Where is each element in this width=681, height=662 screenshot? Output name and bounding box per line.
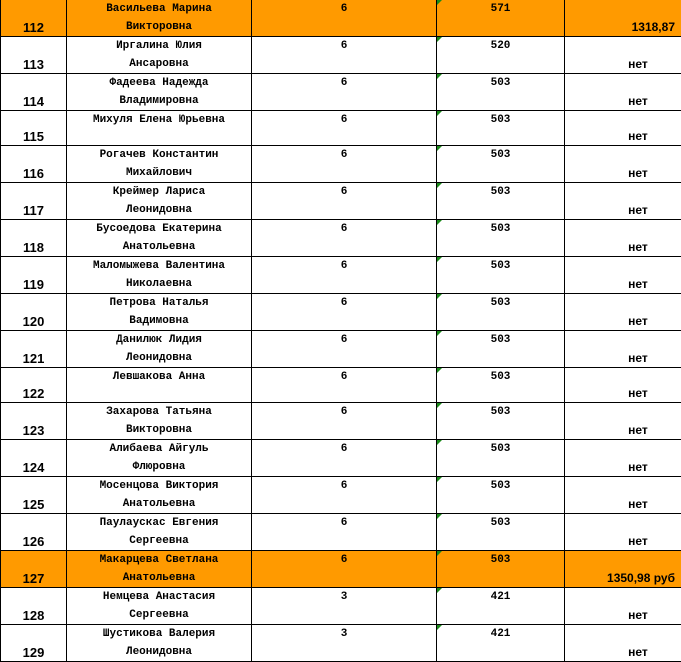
row-number: 115 bbox=[1, 128, 66, 145]
name-line-2: Владимировна bbox=[67, 92, 251, 110]
category-value: 6 bbox=[252, 183, 436, 201]
category-value: 6 bbox=[252, 0, 436, 18]
name-line-2: Флюровна bbox=[67, 458, 251, 476]
score-value: 503 bbox=[437, 403, 564, 421]
cell-row-number[interactable] bbox=[1, 368, 67, 403]
payment-value: нет bbox=[595, 239, 681, 256]
name-line-1: Рогачев Константин bbox=[67, 146, 251, 164]
name-line-1: Алибаева Айгуль bbox=[67, 440, 251, 458]
category-value: 6 bbox=[252, 403, 436, 421]
cell-score[interactable] bbox=[437, 551, 565, 588]
cell-row-number[interactable] bbox=[1, 146, 67, 183]
category-value: 6 bbox=[252, 477, 436, 495]
cell-row-number[interactable] bbox=[1, 111, 67, 146]
cell-full-name[interactable] bbox=[67, 331, 252, 368]
name-line-2: Вадимовна bbox=[67, 312, 251, 330]
score-value: 503 bbox=[437, 183, 564, 201]
name-line-2: Ансаровна bbox=[67, 55, 251, 73]
cell-score[interactable] bbox=[437, 588, 565, 625]
score-value: 421 bbox=[437, 625, 564, 643]
row-number: 125 bbox=[1, 496, 66, 513]
cell-row-number[interactable] bbox=[1, 220, 67, 257]
name-line-1: Фадеева Надежда bbox=[67, 74, 251, 92]
cell-comment-marker-icon bbox=[437, 74, 442, 79]
cell-row-number[interactable] bbox=[1, 37, 67, 74]
cell-payment[interactable] bbox=[565, 220, 681, 257]
cell-payment[interactable] bbox=[565, 146, 681, 183]
score-value: 503 bbox=[437, 294, 564, 312]
score-value: 503 bbox=[437, 146, 564, 164]
name-line-1: Креймер Лариса bbox=[67, 183, 251, 201]
row-number: 128 bbox=[1, 607, 66, 624]
cell-payment[interactable] bbox=[565, 368, 681, 403]
row-number: 112 bbox=[1, 19, 66, 36]
score-value: 503 bbox=[437, 551, 564, 569]
category-value: 6 bbox=[252, 294, 436, 312]
row-number: 113 bbox=[1, 56, 66, 73]
cell-payment[interactable] bbox=[565, 183, 681, 220]
row-number: 114 bbox=[1, 93, 66, 110]
cell-comment-marker-icon bbox=[437, 477, 442, 482]
category-value: 6 bbox=[252, 37, 436, 55]
cell-category[interactable] bbox=[252, 551, 437, 588]
table-row bbox=[1, 257, 681, 294]
score-value: 503 bbox=[437, 220, 564, 238]
table-row bbox=[1, 403, 681, 440]
cell-payment[interactable] bbox=[565, 257, 681, 294]
cell-score[interactable] bbox=[437, 220, 565, 257]
table-body bbox=[1, 0, 681, 662]
payment-value: 1318,87 bbox=[565, 19, 675, 36]
cell-comment-marker-icon bbox=[437, 368, 442, 373]
cell-score[interactable] bbox=[437, 37, 565, 74]
cell-full-name[interactable] bbox=[67, 111, 252, 146]
cell-full-name[interactable] bbox=[67, 588, 252, 625]
cell-full-name[interactable] bbox=[67, 551, 252, 588]
score-value: 503 bbox=[437, 74, 564, 92]
cell-comment-marker-icon bbox=[437, 37, 442, 42]
name-line-1: Маломыжева Валентина bbox=[67, 257, 251, 275]
cell-comment-marker-icon bbox=[437, 440, 442, 445]
cell-score[interactable] bbox=[437, 403, 565, 440]
table-row bbox=[1, 551, 681, 588]
payment-value: нет bbox=[595, 276, 681, 293]
cell-row-number[interactable] bbox=[1, 625, 67, 662]
row-number: 123 bbox=[1, 422, 66, 439]
name-line-2: Анатольевна bbox=[67, 495, 251, 513]
cell-score[interactable] bbox=[437, 0, 565, 37]
cell-comment-marker-icon bbox=[437, 403, 442, 408]
cell-row-number[interactable] bbox=[1, 403, 67, 440]
name-line-1: Бусоедова Екатерина bbox=[67, 220, 251, 238]
cell-payment[interactable] bbox=[565, 111, 681, 146]
cell-payment[interactable] bbox=[565, 551, 681, 588]
cell-score[interactable] bbox=[437, 331, 565, 368]
cell-score[interactable] bbox=[437, 625, 565, 662]
cell-payment[interactable] bbox=[565, 588, 681, 625]
cell-comment-marker-icon bbox=[437, 331, 442, 336]
cell-comment-marker-icon bbox=[437, 294, 442, 299]
category-value: 6 bbox=[252, 74, 436, 92]
category-value: 3 bbox=[252, 588, 436, 606]
cell-category[interactable] bbox=[252, 220, 437, 257]
payment-value: нет bbox=[595, 422, 681, 439]
name-line-1: Мосенцова Виктория bbox=[67, 477, 251, 495]
cell-comment-marker-icon bbox=[437, 551, 442, 556]
cell-score[interactable] bbox=[437, 183, 565, 220]
payment-value: нет bbox=[595, 56, 681, 73]
cell-payment[interactable] bbox=[565, 625, 681, 662]
cell-row-number[interactable] bbox=[1, 440, 67, 477]
table-row bbox=[1, 514, 681, 551]
row-number: 127 bbox=[1, 570, 66, 587]
score-value: 503 bbox=[437, 477, 564, 495]
table-row bbox=[1, 477, 681, 514]
payment-value: нет bbox=[595, 202, 681, 219]
cell-category[interactable] bbox=[252, 37, 437, 74]
score-value: 503 bbox=[437, 440, 564, 458]
cell-payment[interactable] bbox=[565, 514, 681, 551]
name-line-2: Сергеевна bbox=[67, 606, 251, 624]
cell-row-number[interactable] bbox=[1, 294, 67, 331]
cell-row-number[interactable] bbox=[1, 183, 67, 220]
cell-category[interactable] bbox=[252, 111, 437, 146]
row-number: 118 bbox=[1, 239, 66, 256]
table-row bbox=[1, 37, 681, 74]
cell-category[interactable] bbox=[252, 440, 437, 477]
row-number: 116 bbox=[1, 165, 66, 182]
cell-comment-marker-icon bbox=[437, 146, 442, 151]
table-row bbox=[1, 625, 681, 662]
name-line-2: Николаевна bbox=[67, 275, 251, 293]
cell-comment-marker-icon bbox=[437, 514, 442, 519]
payment-value: нет bbox=[595, 644, 681, 661]
name-line-2: Леонидовна bbox=[67, 201, 251, 219]
cell-full-name[interactable] bbox=[67, 183, 252, 220]
cell-row-number[interactable] bbox=[1, 331, 67, 368]
cell-comment-marker-icon bbox=[437, 588, 442, 593]
name-line-1: Иргалина Юлия bbox=[67, 37, 251, 55]
cell-comment-marker-icon bbox=[437, 0, 442, 5]
cell-score[interactable] bbox=[437, 111, 565, 146]
cell-full-name[interactable] bbox=[67, 74, 252, 111]
name-line-2: Михайлович bbox=[67, 164, 251, 182]
row-number: 119 bbox=[1, 276, 66, 293]
name-line-2: Викторовна bbox=[67, 18, 251, 36]
cell-full-name[interactable] bbox=[67, 146, 252, 183]
payment-value: нет bbox=[595, 128, 681, 145]
cell-category[interactable] bbox=[252, 514, 437, 551]
name-line-2: Анатольевна bbox=[67, 569, 251, 587]
score-value: 421 bbox=[437, 588, 564, 606]
cell-row-number[interactable] bbox=[1, 257, 67, 294]
cell-payment[interactable] bbox=[565, 403, 681, 440]
table-row bbox=[1, 440, 681, 477]
category-value: 6 bbox=[252, 440, 436, 458]
cell-full-name[interactable] bbox=[67, 294, 252, 331]
name-line-1: Немцева Анастасия bbox=[67, 588, 251, 606]
category-value: 6 bbox=[252, 257, 436, 275]
cell-category[interactable] bbox=[252, 183, 437, 220]
category-value: 6 bbox=[252, 331, 436, 349]
cell-score[interactable] bbox=[437, 440, 565, 477]
cell-full-name[interactable] bbox=[67, 625, 252, 662]
cell-full-name[interactable] bbox=[67, 403, 252, 440]
name-line-1: Васильева Марина bbox=[67, 0, 251, 18]
cell-full-name[interactable] bbox=[67, 477, 252, 514]
cell-row-number[interactable] bbox=[1, 477, 67, 514]
cell-category[interactable] bbox=[252, 588, 437, 625]
name-line-1: Шустикова Валерия bbox=[67, 625, 251, 643]
cell-full-name[interactable] bbox=[67, 440, 252, 477]
cell-payment[interactable] bbox=[565, 331, 681, 368]
name-line-2: Леонидовна bbox=[67, 349, 251, 367]
cell-row-number[interactable] bbox=[1, 0, 67, 37]
category-value: 6 bbox=[252, 551, 436, 569]
cell-category[interactable] bbox=[252, 477, 437, 514]
cell-score[interactable] bbox=[437, 294, 565, 331]
cell-full-name[interactable] bbox=[67, 0, 252, 37]
table-row bbox=[1, 183, 681, 220]
cell-comment-marker-icon bbox=[437, 257, 442, 262]
score-value: 503 bbox=[437, 368, 564, 386]
cell-row-number[interactable] bbox=[1, 514, 67, 551]
payment-value: нет bbox=[595, 385, 681, 402]
cell-comment-marker-icon bbox=[437, 183, 442, 188]
category-value: 6 bbox=[252, 368, 436, 386]
table-row bbox=[1, 0, 681, 37]
cell-row-number[interactable] bbox=[1, 551, 67, 588]
cell-category[interactable] bbox=[252, 257, 437, 294]
cell-payment[interactable] bbox=[565, 440, 681, 477]
cell-category[interactable] bbox=[252, 74, 437, 111]
category-value: 6 bbox=[252, 514, 436, 532]
cell-score[interactable] bbox=[437, 257, 565, 294]
payment-value: нет bbox=[595, 93, 681, 110]
row-number: 117 bbox=[1, 202, 66, 219]
cell-score[interactable] bbox=[437, 368, 565, 403]
table-row bbox=[1, 74, 681, 111]
name-line-1: Данилюк Лидия bbox=[67, 331, 251, 349]
name-line-2: Викторовна bbox=[67, 421, 251, 439]
category-value: 3 bbox=[252, 625, 436, 643]
payment-value: нет bbox=[595, 496, 681, 513]
row-number: 121 bbox=[1, 350, 66, 367]
table-row bbox=[1, 220, 681, 257]
cell-row-number[interactable] bbox=[1, 588, 67, 625]
cell-payment[interactable] bbox=[565, 74, 681, 111]
cell-payment[interactable] bbox=[565, 0, 681, 37]
name-line-1: Петрова Наталья bbox=[67, 294, 251, 312]
cell-comment-marker-icon bbox=[437, 625, 442, 630]
row-number: 120 bbox=[1, 313, 66, 330]
cell-comment-marker-icon bbox=[437, 220, 442, 225]
cell-payment[interactable] bbox=[565, 37, 681, 74]
category-value: 6 bbox=[252, 146, 436, 164]
row-number: 122 bbox=[1, 385, 66, 402]
row-number: 129 bbox=[1, 644, 66, 661]
cell-full-name[interactable] bbox=[67, 37, 252, 74]
cell-category[interactable] bbox=[252, 331, 437, 368]
score-value: 503 bbox=[437, 514, 564, 532]
cell-full-name[interactable] bbox=[67, 514, 252, 551]
cell-score[interactable] bbox=[437, 146, 565, 183]
payment-value: нет bbox=[595, 607, 681, 624]
payment-value: нет bbox=[595, 313, 681, 330]
name-line-1: Левшакова Анна bbox=[67, 368, 251, 386]
row-number: 124 bbox=[1, 459, 66, 476]
payment-value: 1350,98 руб bbox=[565, 570, 675, 587]
name-line-1: Паулаускас Евгения bbox=[67, 514, 251, 532]
cell-full-name[interactable] bbox=[67, 220, 252, 257]
name-line-2: Анатольевна bbox=[67, 238, 251, 256]
cell-category[interactable] bbox=[252, 368, 437, 403]
cell-category[interactable] bbox=[252, 294, 437, 331]
table-row bbox=[1, 331, 681, 368]
table-row bbox=[1, 294, 681, 331]
name-line-1: Михуля Елена Юрьевна bbox=[67, 111, 251, 129]
cell-payment[interactable] bbox=[565, 294, 681, 331]
name-line-2: Сергеевна bbox=[67, 532, 251, 550]
cell-row-number[interactable] bbox=[1, 74, 67, 111]
cell-score[interactable] bbox=[437, 514, 565, 551]
cell-category[interactable] bbox=[252, 403, 437, 440]
name-line-1: Макарцева Светлана bbox=[67, 551, 251, 569]
cell-category[interactable] bbox=[252, 0, 437, 37]
cell-full-name[interactable] bbox=[67, 257, 252, 294]
cell-payment[interactable] bbox=[565, 477, 681, 514]
name-line-2: Леонидовна bbox=[67, 643, 251, 661]
cell-score[interactable] bbox=[437, 477, 565, 514]
table-row bbox=[1, 588, 681, 625]
cell-full-name[interactable] bbox=[67, 368, 252, 403]
score-value: 503 bbox=[437, 111, 564, 129]
cell-comment-marker-icon bbox=[437, 111, 442, 116]
cell-category[interactable] bbox=[252, 146, 437, 183]
category-value: 6 bbox=[252, 220, 436, 238]
score-value: 503 bbox=[437, 331, 564, 349]
row-number: 126 bbox=[1, 533, 66, 550]
payment-value: нет bbox=[595, 165, 681, 182]
cell-score[interactable] bbox=[437, 74, 565, 111]
payment-value: нет bbox=[595, 350, 681, 367]
table-row bbox=[1, 111, 681, 146]
cell-category[interactable] bbox=[252, 625, 437, 662]
payment-value: нет bbox=[595, 459, 681, 476]
score-value: 503 bbox=[437, 257, 564, 275]
payment-value: нет bbox=[595, 533, 681, 550]
name-line-1: Захарова Татьяна bbox=[67, 403, 251, 421]
category-value: 6 bbox=[252, 111, 436, 129]
table-row bbox=[1, 146, 681, 183]
table-row bbox=[1, 368, 681, 403]
score-value: 571 bbox=[437, 0, 564, 18]
score-value: 520 bbox=[437, 37, 564, 55]
